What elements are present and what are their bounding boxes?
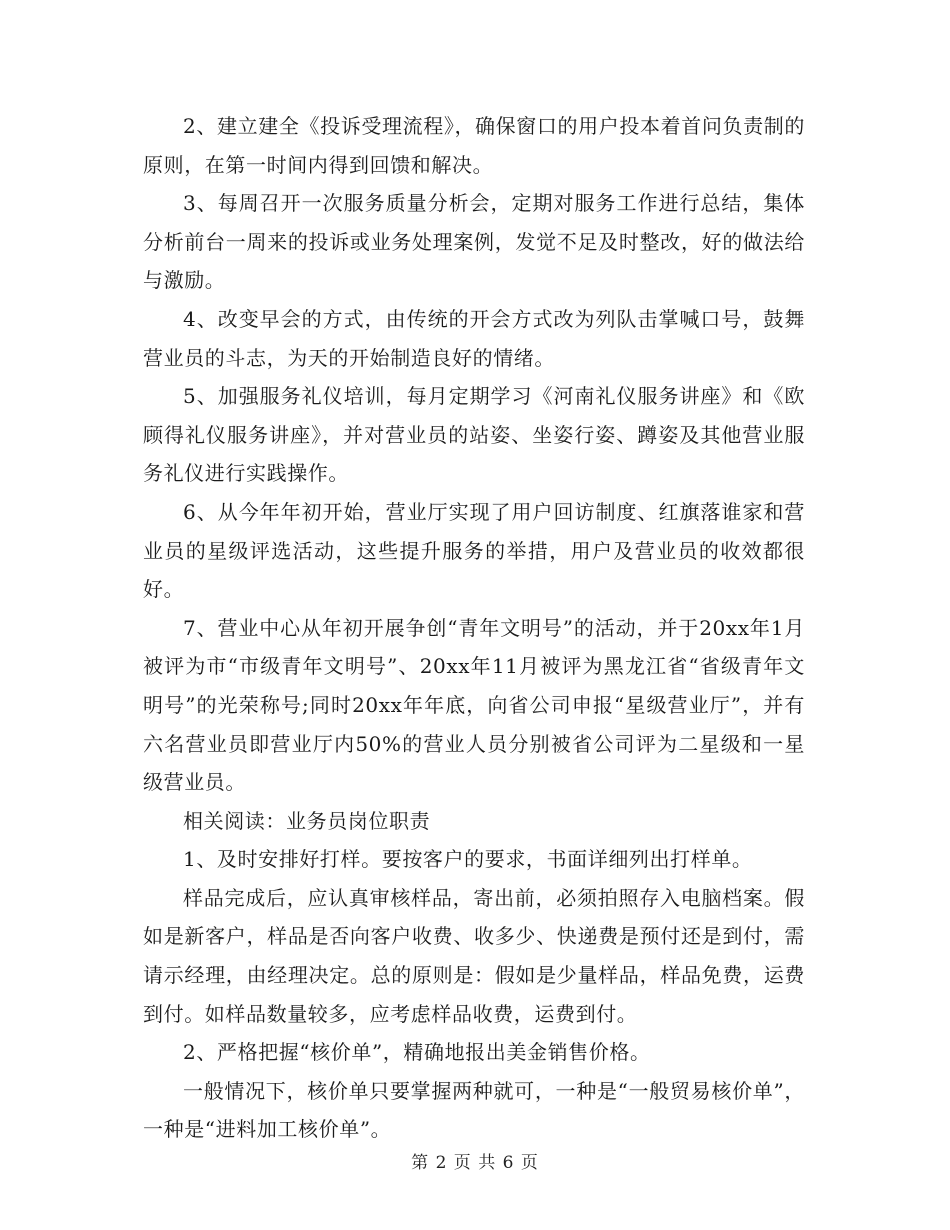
paragraph: 6、从今年年初开始，营业厅实现了用户回访制度、红旗落谁家和营业员的星级评选活动，这些提升服务的举措，用户及营业员的收效都很好。 (143, 499, 805, 602)
paragraph: 4、改变早会的方式，由传统的开会方式改为列队击掌喊口号，鼓舞营业员的斗志，为天的开始制造良好的情绪。 (143, 306, 805, 370)
paragraph: 样品完成后，应认真审核样品，寄出前，必须拍照存入电脑档案。假如是新客户，样品是否向客户收费、收多少、快递费是预付还是到付，需请示经理，由经理决定。总的原则是：假如是少量样品，样品免费，运费到付。如样品数量较多，应考虑样品收费，运费到付。 (143, 885, 805, 1026)
paragraph: 5、加强服务礼仪培训，每月定期学习《河南礼仪服务讲座》和《欧顾得礼仪服务讲座》，并对营业员的站姿、坐姿行姿、蹲姿及其他营业服务礼仪进行实践操作。 (143, 384, 805, 486)
paragraph: 7、营业中心从年初开展争创“青年文明号”的活动，并于20xx年1月被评为市“市级青年文明号”、20xx年11月被评为黑龙江省“省级青年文明号”的光荣称号;同时20xx年年底，向省公司申报“星级营业厅”，并有六名营业员即营业厅内50%的营业人员分别被省公司评为二星级和一星级营业员。 (143, 615, 805, 795)
paragraph: 一般情况下，核价单只要掌握两种就可，一种是“一般贸易核价单”，一种是“进料加工核价单”。 (143, 1078, 805, 1142)
page-number-footer: 第 2 页 共 6 页 (411, 1153, 539, 1173)
related-reading-heading: 相关阅读：业务员岗位职责 (183, 808, 431, 833)
paragraph: 2、建立建全《投诉受理流程》，确保窗口的用户投本着首问负责制的原则，在第一时间内得到回馈和解决。 (143, 114, 805, 177)
paragraph: 1、及时安排好打样。要按客户的要求，书面详细列出打样单。 (183, 847, 753, 872)
paragraph: 2、严格把握“核价单”，精确地报出美金销售价格。 (183, 1040, 651, 1065)
paragraph: 3、每周召开一次服务质量分析会，定期对服务工作进行总结，集体分析前台一周来的投诉或业务处理案例，发觉不足及时整改，好的做法给与激励。 (143, 191, 805, 293)
document-body (143, 107, 805, 1149)
